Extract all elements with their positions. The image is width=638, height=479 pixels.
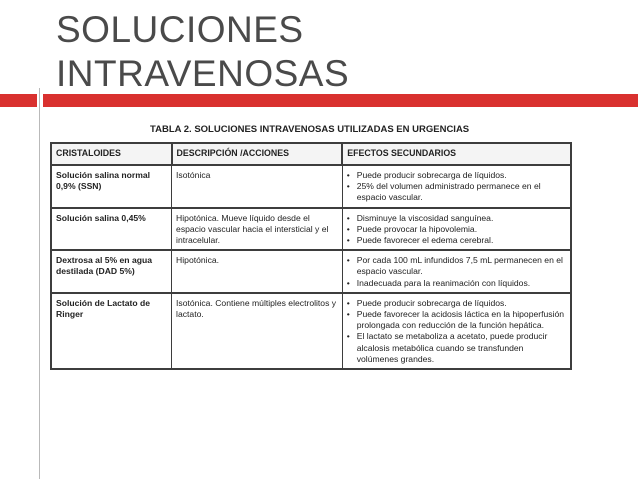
slide-title-line-1: SOLUCIONES	[56, 9, 304, 50]
effect-item: • Puede provocar la hipovolemia.	[347, 224, 566, 235]
table-row	[51, 208, 571, 251]
effects-list	[347, 298, 566, 365]
cell-effects	[342, 250, 571, 293]
cell-description: Isotónica. Contiene múltiples electrolitos y lactato.	[172, 293, 343, 369]
cell-solution-name: Dextrosa al 5% en agua destilada (DAD 5%)	[51, 250, 172, 293]
effect-item: • Puede favorecer la acidosis láctica en la hipoperfusión prolongada con reducción de la función hepática.	[347, 309, 566, 331]
effect-item: • Disminuye la viscosidad sanguínea.	[347, 213, 566, 224]
table-row	[51, 250, 571, 293]
effects-list	[347, 213, 566, 247]
effect-item: • Por cada 100 mL infundidos 7,5 mL permanecen en el espacio vascular.	[347, 255, 566, 277]
cell-effects	[342, 208, 571, 251]
effect-item: • 25% del volumen administrado permanece en el espacio vascular.	[347, 181, 566, 203]
slide-title-line-2: INTRAVENOSAS	[56, 53, 350, 94]
header-efectos: EFECTOS SECUNDARIOS	[342, 143, 571, 165]
table-row	[51, 293, 571, 369]
cell-solution-name: Solución salina 0,45%	[51, 208, 172, 251]
effects-list	[347, 255, 566, 289]
table-caption: TABLA 2. SOLUCIONES INTRAVENOSAS UTILIZADAS EN URGENCIAS	[150, 124, 470, 135]
accent-bar-right	[43, 94, 638, 107]
cell-solution-name: Solución de Lactato de Ringer	[51, 293, 172, 369]
effect-item: • Puede producir sobrecarga de líquidos.	[347, 298, 566, 309]
solutions-table	[50, 142, 572, 370]
effect-item: • Inadecuada para la reanimación con líquidos.	[347, 278, 566, 289]
accent-bar-left	[0, 94, 37, 107]
cell-effects	[342, 165, 571, 208]
cell-description: Hipotónica. Mueve líquido desde el espacio vascular hacia el intersticial y el intracelular.	[172, 208, 343, 251]
header-cristaloides: CRISTALOIDES	[51, 143, 172, 165]
effect-item: • El lactato se metaboliza a acetato, puede producir alcalosis metabólica cuando se transfunden volúmenes grandes.	[347, 331, 566, 365]
cell-description: Isotónica	[172, 165, 343, 208]
cell-effects	[342, 293, 571, 369]
header-descripcion: DESCRIPCIÓN /ACCIONES	[172, 143, 343, 165]
table-row	[51, 165, 571, 208]
effect-item: • Puede producir sobrecarga de líquidos.	[347, 170, 566, 181]
effects-list	[347, 170, 566, 204]
table-header-row	[51, 143, 571, 165]
effect-item: • Puede favorecer el edema cerebral.	[347, 235, 566, 246]
cell-description: Hipotónica.	[172, 250, 343, 293]
slide-title	[56, 8, 349, 96]
accent-vertical-line	[39, 88, 40, 479]
cell-solution-name: Solución salina normal 0,9% (SSN)	[51, 165, 172, 208]
